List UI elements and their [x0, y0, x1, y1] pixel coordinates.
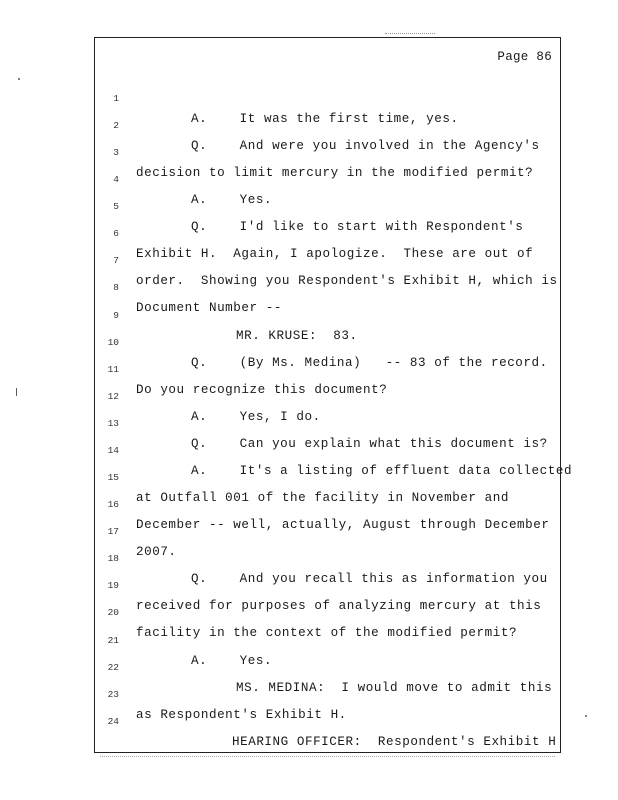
- line-number: 16: [107, 499, 119, 510]
- line-text: A. Yes.: [191, 654, 273, 668]
- page-number: Page 86: [497, 50, 552, 64]
- line-text: Q. Can you explain what this document is?: [191, 437, 548, 451]
- line-text: at Outfall 001 of the facility in November and: [136, 491, 509, 505]
- line-text: decision to limit mercury in the modified permit?: [136, 166, 534, 180]
- scan-speck: [16, 388, 17, 396]
- line-number: 7: [113, 255, 119, 266]
- line-text: MR. KRUSE: 83.: [236, 329, 358, 343]
- line-text: facility in the context of the modified permit?: [136, 626, 518, 640]
- line-text: A. It was the first time, yes.: [191, 112, 459, 126]
- line-text: received for purposes of analyzing mercury at this: [136, 599, 542, 613]
- line-number: 10: [107, 337, 119, 348]
- transcript-page: [94, 37, 573, 753]
- line-number: 24: [107, 716, 119, 727]
- line-number: 14: [107, 445, 119, 456]
- line-number: 6: [113, 228, 119, 239]
- line-number: 12: [107, 391, 119, 402]
- transcript-line: [95, 69, 555, 126]
- line-text: A. Yes.: [191, 193, 273, 207]
- line-text: Document Number --: [136, 301, 282, 315]
- line-number: 21: [107, 635, 119, 646]
- scan-artifact-bottom: [100, 756, 555, 759]
- line-text: Do you recognize this document?: [136, 383, 388, 397]
- line-text: MS. MEDINA: I would move to admit this: [236, 681, 553, 695]
- line-number: 23: [107, 689, 119, 700]
- line-text: order. Showing you Respondent's Exhibit H, which is: [136, 274, 558, 288]
- line-number: 8: [113, 282, 119, 293]
- line-number: 9: [113, 310, 119, 321]
- scan-artifact-top: [385, 33, 435, 36]
- line-number: 22: [107, 662, 119, 673]
- line-number: 13: [107, 418, 119, 429]
- line-text: December -- well, actually, August through December: [136, 518, 550, 532]
- line-text: 2007.: [136, 545, 177, 559]
- line-text: HEARING OFFICER: Respondent's Exhibit H: [232, 735, 557, 749]
- scan-speck: [585, 715, 587, 717]
- line-number: 1: [113, 93, 119, 104]
- line-text: Q. I'd like to start with Respondent's: [191, 220, 524, 234]
- line-text: Q. (By Ms. Medina) -- 83 of the record.: [191, 356, 548, 370]
- line-number: 20: [107, 607, 119, 618]
- line-number: 2: [113, 120, 119, 131]
- line-text: Q. And you recall this as information you: [191, 572, 548, 586]
- line-number: 11: [107, 364, 119, 375]
- line-text: Q. And were you involved in the Agency's: [191, 139, 540, 153]
- line-number: 3: [113, 147, 119, 158]
- line-text: A. It's a listing of effluent data collected: [191, 464, 573, 478]
- scan-speck: [18, 78, 20, 80]
- line-number: 4: [113, 174, 119, 185]
- line-text: as Respondent's Exhibit H.: [136, 708, 347, 722]
- line-number: 17: [107, 526, 119, 537]
- line-number: 19: [107, 580, 119, 591]
- line-number: 18: [107, 553, 119, 564]
- line-text: Exhibit H. Again, I apologize. These are out of: [136, 247, 534, 261]
- line-number: 5: [113, 201, 119, 212]
- line-number: 15: [107, 472, 119, 483]
- line-text: A. Yes, I do.: [191, 410, 321, 424]
